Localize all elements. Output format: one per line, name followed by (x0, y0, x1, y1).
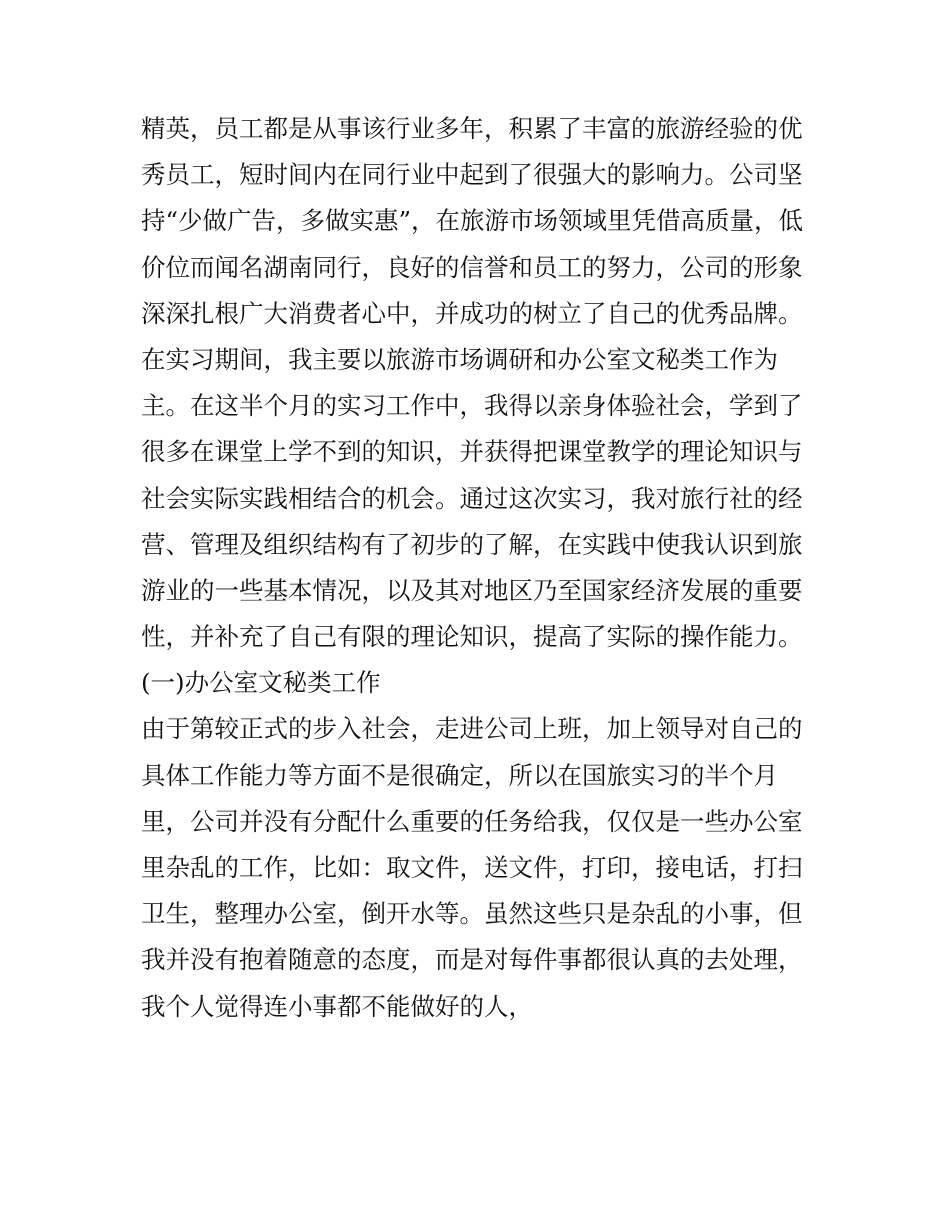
text-line: 我并没有抱着随意的态度，而是对每件事都很认真的去处理， (141, 945, 803, 975)
text-line: 里杂乱的工作，比如：取文件，送文件，打印，接电话，打扫 (141, 853, 803, 882)
text-line: 游业的一些基本情况，以及其对地区乃至国家经济发展的重要 (141, 575, 803, 605)
text-line: 深深扎根广大消费者心中，并成功的树立了自己的优秀品牌。 (141, 298, 803, 328)
text-line: 里，公司并没有分配什么重要的任务给我，仅仅是一些办公室 (141, 806, 803, 836)
text-line: 主。在这半个月的实习工作中，我得以亲身体验社会，学到了 (141, 391, 803, 421)
text-line: 由于第较正式的步入社会，走进公司上班，加上领导对自己的 (141, 714, 803, 744)
text-line: 在实习期间，我主要以旅游市场调研和办公室文秘类工作为 (141, 344, 778, 374)
text-line: 社会实际实践相结合的机会。通过这次实习，我对旅行社的经 (141, 483, 803, 513)
text-line: 营、管理及组织结构有了初步的了解，在实践中使我认识到旅 (141, 529, 803, 559)
text-line: 很多在课堂上学不到的知识，并获得把课堂教学的理论知识与 (141, 437, 803, 467)
text-line: 性，并补充了自己有限的理论知识，提高了实际的操作能力。 (141, 622, 803, 652)
section-heading: (一)办公室文秘类工作 (141, 668, 381, 698)
text-line: 秀员工，短时间内在同行业中起到了很强大的影响力。公司坚 (141, 160, 803, 190)
text-line: 精英，员工都是从事该行业多年，积累了丰富的旅游经验的优 (141, 114, 803, 143)
text-line: 价位而闻名湖南同行，良好的信誉和员工的努力，公司的形象 (141, 252, 803, 282)
text-line: 持“少做广告，多做实惠”，在旅游市场领域里凭借高质量，低 (141, 206, 804, 236)
body-text (141, 106, 821, 1030)
text-line: 卫生，整理办公室，倒开水等。虽然这些只是杂乱的小事，但 (141, 899, 803, 929)
text-line: 我个人觉得连小事都不能做好的人， (141, 991, 533, 1021)
text-line: 具体工作能力等方面不是很确定，所以在国旅实习的半个月 (141, 760, 778, 790)
